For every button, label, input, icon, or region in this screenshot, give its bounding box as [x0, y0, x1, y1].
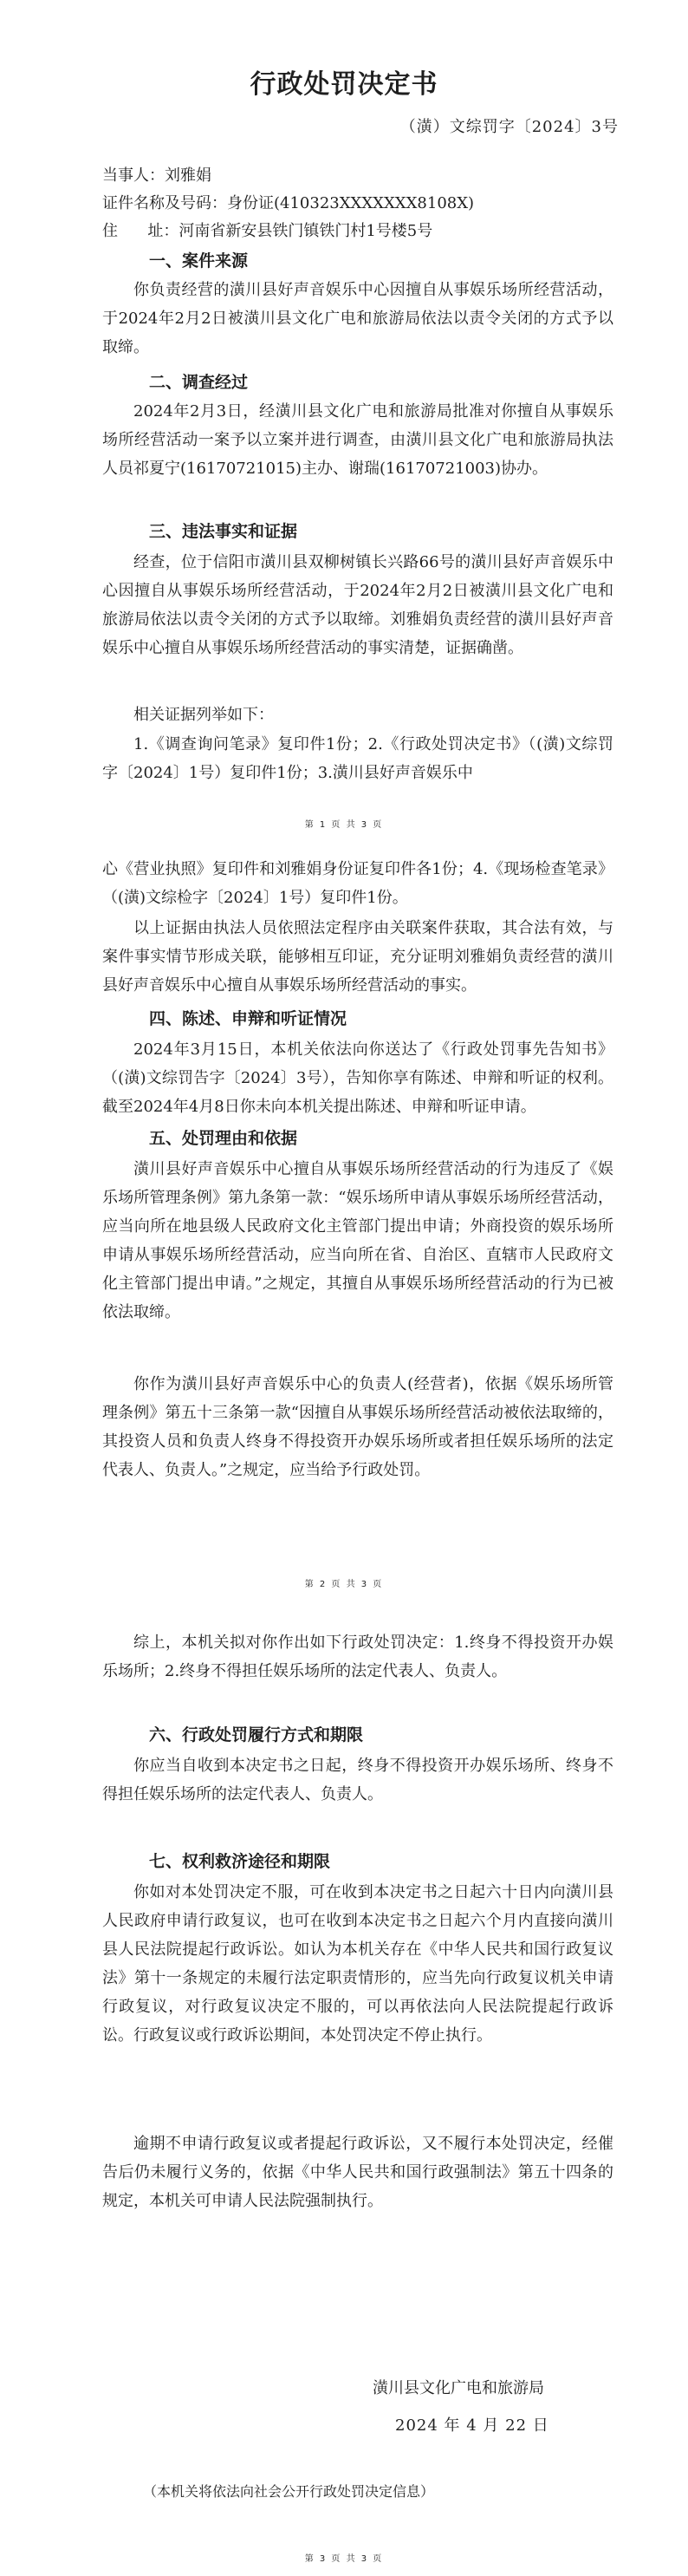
section-facts-paragraph: 经查，位于信阳市潢川县双柳树镇长兴路66号的潢川县好声音娱乐中心因擅自从事娱乐场所经营活动，于2024年2月2日被潢川县文化广电和旅游局依法以责令关闭的方式予以取缔。刘雅娟负责经营的潢川县好声音娱乐中心擅自从事娱乐场所经营活动的事实清楚，证据确凿。 [102, 553, 613, 657]
section-heading-execution: 六、行政处罚履行方式和期限 [149, 1725, 364, 1745]
section-hearing-paragraph: 2024年3月15日，本机关依法向你送达了《行政处罚事先告知书》（(潢)文综罚告字〔2024〕3号），告知你享有陈述、申辩和听证的权利。截至2024年4月8日你未向本机关提出陈述、申辩和听证申请。 [102, 1040, 613, 1116]
evidence-conclusion: 以上证据由执法人员依照法定程序由关联案件获取，其合法有效，与案件事实情节形成关联，能够相互印证，充分证明刘雅娟负责经营的潢川县好声音娱乐中心擅自从事娱乐场所经营活动的事实。 [102, 919, 613, 995]
section-heading-facts: 三、违法事实和证据 [149, 522, 298, 541]
disclosure-note: （本机关将依法向社会公开行政处罚决定信息） [143, 2483, 435, 2500]
section-heading-remedies: 七、权利救济途径和期限 [149, 1852, 331, 1871]
section-heading-reasons: 五、处罚理由和依据 [149, 1129, 298, 1148]
section-investigation-paragraph: 2024年2月3日，经潢川县文化广电和旅游局批准对你擅自从事娱乐场所经营活动一案予以立案并进行调查，由潢川县文化广电和旅游局执法人员祁夏宁(16170721015)主办、谢瑞(16170721003)协办。 [102, 402, 613, 478]
signing-authority: 潢川县文化广电和旅游局 [373, 2379, 544, 2397]
party-name: 当事人：刘雅娟 [102, 166, 211, 185]
address-label: 住 址： [102, 222, 179, 240]
party-address [102, 218, 432, 241]
document-title: 行政处罚决定书 [250, 69, 438, 100]
address-value: 河南省新安县铁门镇铁门村1号楼5号 [178, 222, 433, 240]
document-number: （潢）文综罚字〔2024〕3号 [399, 118, 619, 136]
page-number-3: 第 3 页 共 3 页 [304, 2554, 384, 2564]
page-number-2: 第 2 页 共 3 页 [304, 1580, 384, 1589]
page-number-1: 第 1 页 共 3 页 [304, 820, 384, 830]
section-execution-paragraph: 你应当自收到本决定书之日起，终身不得投资开办娱乐场所、终身不得担任娱乐场所的法定代表人、负责人。 [102, 1757, 613, 1803]
section-heading-hearing: 四、陈述、申辩和听证情况 [149, 1009, 347, 1028]
section-reasons-paragraph-2: 你作为潢川县好声音娱乐中心的负责人(经营者)，依据《娱乐场所管理条例》第五十三条第一款“因擅自从事娱乐场所经营活动被依法取缔的，其投资人员和负责人终身不得投资开办娱乐场所或者担任娱乐场所的法定代表人、负责人。”之规定，应当给予行政处罚。 [102, 1375, 613, 1479]
section-heading-investigation: 二、调查经过 [149, 373, 249, 392]
section-remedies-paragraph-2: 逾期不申请行政复议或者提起行政诉讼，又不履行本处罚决定，经催告后仍未履行义务的，依据《中华人民共和国行政强制法》第五十四条的规定，本机关可申请人民法院强制执行。 [102, 2135, 613, 2210]
section-source-paragraph: 你负责经营的潢川县好声音娱乐中心因擅自从事娱乐场所经营活动，于2024年2月2日被潢川县文化广电和旅游局依法以责令关闭的方式予以取缔。 [102, 281, 613, 356]
penalty-summary: 综上，本机关拟对你作出如下行政处罚决定：1.终身不得投资开办娱乐场所；2.终身不得担任娱乐场所的法定代表人、负责人。 [102, 1634, 613, 1680]
party-id: 证件名称及号码：身份证(410323XXXXXXX8108X) [102, 194, 475, 212]
evidence-intro: 相关证据列举如下： [133, 706, 274, 724]
signing-date: 2024 年 4 月 22 日 [395, 2416, 549, 2435]
section-heading-source: 一、案件来源 [149, 251, 249, 271]
section-remedies-paragraph-1: 你如对本处罚决定不服，可在收到本决定书之日起六十日内向潢川县人民政府申请行政复议，也可在收到本决定书之日起六个月内直接向潢川县人民法院提起行政诉讼。如认为本机关存在《中华人民共和国行政复议法》第十一条规定的未履行法定职责情形的，应当先向行政复议机关申请行政复议，对行政复议决定不服的，可以再依法向人民法院提起行政诉讼。行政复议或行政诉讼期间，本处罚决定不停止执行。 [102, 1883, 613, 2044]
evidence-list-part2: 心《营业执照》复印件和刘雅娟身份证复印件各1份；4.《现场检查笔录》（(潢)文综检字〔2024〕1号）复印件1份。 [102, 860, 613, 907]
section-reasons-paragraph-1: 潢川县好声音娱乐中心擅自从事娱乐场所经营活动的行为违反了《娱乐场所管理条例》第九条第一款：“娱乐场所申请从事娱乐场所经营活动，应当向所在地县级人民政府文化主管部门提出申请；外商投资的娱乐场所申请从事娱乐场所经营活动，应当向所在省、自治区、直辖市人民政府文化主管部门提出申请。”之规定，其擅自从事娱乐场所经营活动的行为已被依法取缔。 [102, 1160, 613, 1321]
evidence-list-part1: 1.《调查询问笔录》复印件1份；2.《行政处罚决定书》（(潢)文综罚字〔2024〕1号）复印件1份；3.潢川县好声音娱乐中 [102, 735, 613, 782]
